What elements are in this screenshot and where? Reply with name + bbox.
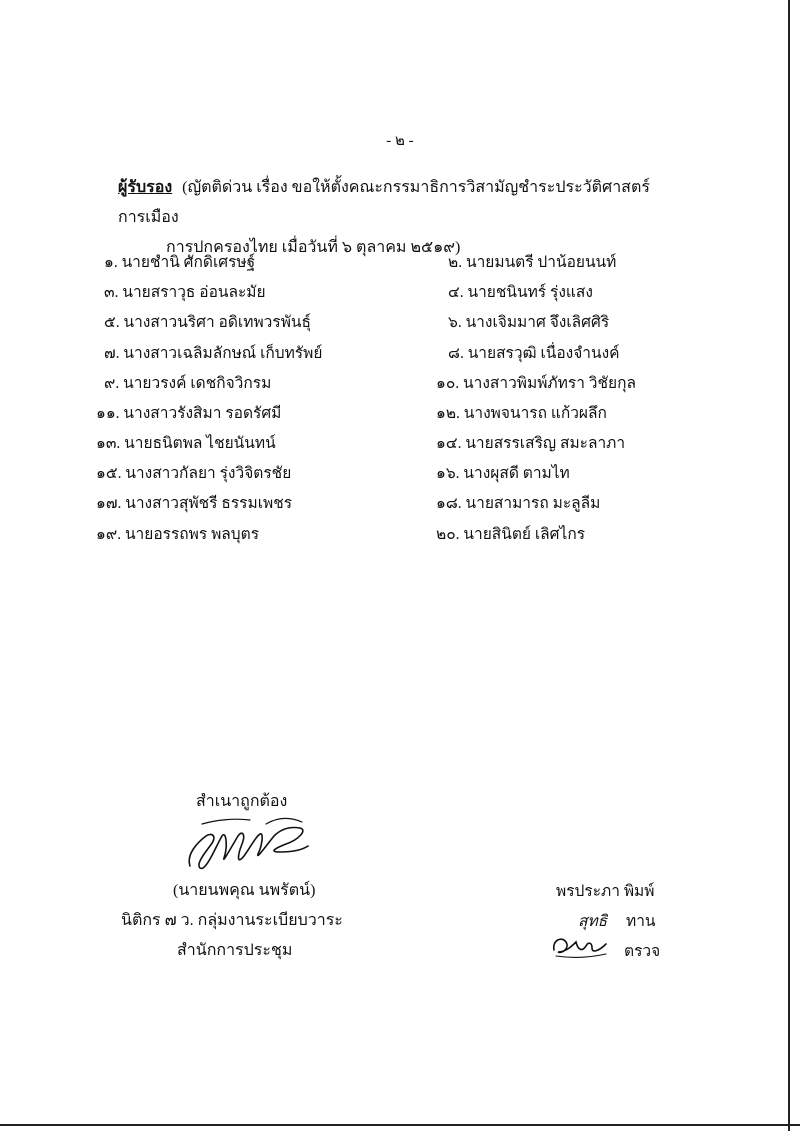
certifier-name: (นายนพคุณ นพรัตน์): [173, 882, 316, 899]
signer-item: ๒. นายมนตรี ปาน้อยนนท์: [448, 254, 617, 271]
signer-item: ๑๘. นายสามารถ มะลูลีม: [436, 495, 601, 512]
checker-initials: [548, 928, 612, 962]
signer-item: ๑๕. นางสาวกัลยา รุ่งวิจิตรชัย: [96, 465, 292, 482]
page-number: - ๒ -: [386, 133, 414, 149]
signer-item: ๑๔. นายสรรเสริญ สมะลาภา: [436, 435, 626, 452]
page-edge-bottom: [0, 1124, 800, 1126]
signer-item: ๑๙. นายอรรถพร พลบุตร: [96, 526, 260, 543]
header-motion-title: (ญัตติด่วน เรื่อง ขอให้ตั้งคณะกรรมาธิการวิสามัญชำระประวัติศาสตร์การเมือง: [118, 179, 650, 226]
certifier-office: สำนักการประชุม: [177, 942, 293, 959]
signer-item: ๑๐. นางสาวพิมพ์ภัทรา วิชัยกุล: [436, 375, 636, 392]
signer-item: ๒๐. นายสินิตย์ เลิศไกร: [436, 526, 586, 543]
certifier-position: นิติกร ๗ ว. กลุ่มงานระเบียบวาระ: [121, 912, 343, 929]
signer-item: ๙. นายวรงค์ เดชกิจวิกรม: [104, 375, 272, 392]
handwritten-signature: [176, 806, 316, 878]
reviewer-name: สุทธิ: [578, 913, 608, 930]
signer-item: ๑๑. นางสาวรังสิมา รอดรัศมี: [96, 405, 282, 422]
signer-item: ๘. นายสรวุฒิ เนื่องจำนงค์: [448, 345, 620, 362]
page-edge-right: [788, 0, 790, 1131]
signer-item: ๕. นางสาวนริศา อดิเทพวรพันธุ์: [104, 314, 311, 331]
signer-item: ๑. นายชำนิ ศักดิเศรษฐ์: [104, 254, 256, 271]
certification-label: สำเนาถูกต้อง: [196, 793, 288, 810]
typist-note: พรประภา พิมพ์: [556, 883, 655, 900]
signer-item: ๔. นายชนินทร์ รุ่งแสง: [448, 284, 593, 301]
checker-role: ตรวจ: [624, 943, 661, 960]
signer-item: ๓. นายสราวุธ อ่อนละมัย: [104, 284, 266, 301]
signer-item: ๗. นางสาวเฉลิมลักษณ์ เก็บทรัพย์: [104, 345, 323, 362]
signer-item: ๖. นางเจิมมาศ จึงเลิศศิริ: [448, 314, 610, 331]
header-line-1: [118, 173, 678, 233]
reviewer-role: ทาน: [626, 913, 656, 930]
header-line-2: การปกครองไทย เมื่อวันที่ ๖ ตุลาคม ๒๕๑๙): [166, 239, 461, 256]
signer-item: ๑๒. นางพจนารถ แก้วผลึก: [436, 405, 607, 422]
signer-item: ๑๗. นางสาวสุพัชรี ธรรมเพชร: [96, 495, 293, 512]
header-label: ผู้รับรอง: [118, 179, 173, 196]
signer-item: ๑๓. นายธนิตพล ไชยนันทน์: [96, 435, 276, 452]
signer-item: ๑๖. นางผุสดี ตามไท: [436, 465, 570, 482]
